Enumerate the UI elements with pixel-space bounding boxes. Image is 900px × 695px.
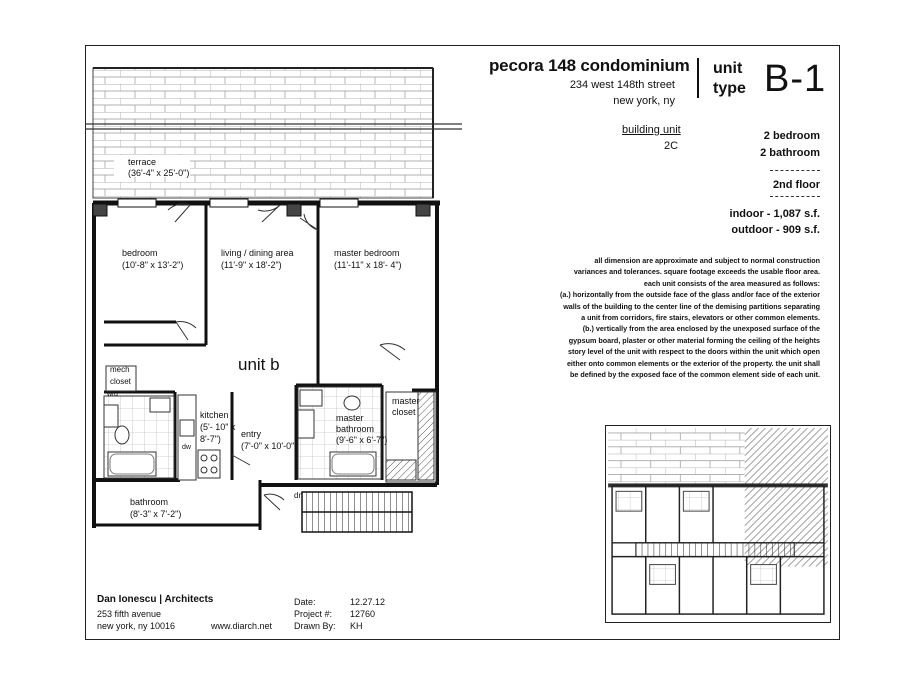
project-title: pecora 148 condominium [489,56,690,75]
spec-bathrooms: 2 bathroom [760,147,820,159]
bedroom-label: bedroom [122,248,158,258]
note-line: all dimension are approximate and subject to normal construction [594,256,820,265]
spec-floor: 2nd floor [772,179,820,191]
entry-label: entry [241,429,262,439]
note-line: a unit from corridors, fire stairs, elevators or other common elements. [581,313,820,323]
mech-closet-label: closet [110,377,131,386]
master-closet-label2: closet [392,407,416,417]
project-address-line1: 234 west 148th street [569,79,675,91]
bathroom-label: bathroom [130,497,169,507]
building-unit-value: 2C [664,140,679,152]
living-dim: (11'-9" x 18'-2") [221,260,282,270]
note-line: (a.) horizontally from the outside face of the glass and/or face of the exterior [560,290,820,300]
unit-type-label-line2: type [713,80,746,97]
note-line: either onto common elements or the exterior of the property. the unit shall [566,358,820,368]
master-bath-label2: bathroom [336,424,375,434]
note-line: variances and tolerances. square footage exceeds the usable floor area. [573,267,820,277]
bathroom-dim: (8'-3" x 7'-2") [130,509,182,519]
drawn-by-value: KH [350,621,363,631]
dw-label: dw [182,444,191,451]
kitchen-dim1: (5'- 10" x [200,422,236,432]
master-closet-label1: master [392,396,420,406]
bathroom-fixtures [104,396,174,478]
project-number-value: 12760 [350,609,376,619]
stairwell [302,492,412,532]
date-value: 12.27.12 [350,597,386,607]
note-line: (b.) vertically from the area enclosed by the unexposed surface of the [582,324,820,334]
master-bedroom-dim: (11'-11" x 18'- 4") [334,260,402,270]
spec-bedrooms: 2 bedroom [763,130,820,142]
note-line: story level of the unit with respect to the doors within the unit which open [568,347,820,357]
bedroom-dim: (10'-8" x 13'-2") [122,260,184,270]
key-plan [605,425,831,623]
note-line: walls of the building to the center line of the demising partitions separating [563,301,820,311]
note-line: be defined by the exposed face of the common element side of each unit. [569,370,820,380]
project-address-line2: new york, ny [613,95,675,107]
spec-indoor: indoor - 1,087 s.f. [729,208,820,220]
building-unit-label: building unit [622,124,681,136]
firm-address1: 253 fifth avenue [97,609,162,619]
stair-dn-label: dn [294,491,303,500]
note-line: each unit consists of the area measured as follows: [643,278,820,288]
spec-outdoor: outdoor - 909 s.f. [731,224,820,236]
unit-type-label-line1: unit [713,60,743,77]
spec-separator [770,170,820,171]
master-bedroom-label: master bedroom [334,248,400,258]
firm-website: www.diarch.net [211,621,273,631]
living-label: living / dining area [221,248,294,258]
spec-separator-2 [770,196,820,197]
master-bath-dim: (9'-6" x 6'-7") [336,435,388,445]
wd-label: w/d [107,391,118,398]
title-divider [697,58,699,98]
mech-label: mech [110,365,130,374]
terrace-dim: (36'-4" x 25'-0") [128,168,190,178]
kitchen-label: kitchen [200,410,229,420]
master-bath-label1: master [336,413,364,423]
entry-dim: (7'-0" x 10'-0") [241,441,298,451]
terrace-label: terrace [128,157,157,167]
firm-address2: new york, ny 10016 [97,621,176,631]
note-line: gypsum board, plaster or other material forming the ceiling of the heights [568,335,820,345]
disclaimer-notes [520,255,820,380]
unit-label: unit b [238,355,280,374]
terrace [85,68,462,198]
drawn-by-label: Drawn By: [294,621,336,631]
date-label: Date: [294,597,316,607]
kitchen-dim2: 8'-7") [200,434,221,444]
firm-name: Dan Ionescu | Architects [97,594,214,605]
unit-type-code: B-1 [764,58,827,100]
project-number-label: Project #: [294,609,333,619]
